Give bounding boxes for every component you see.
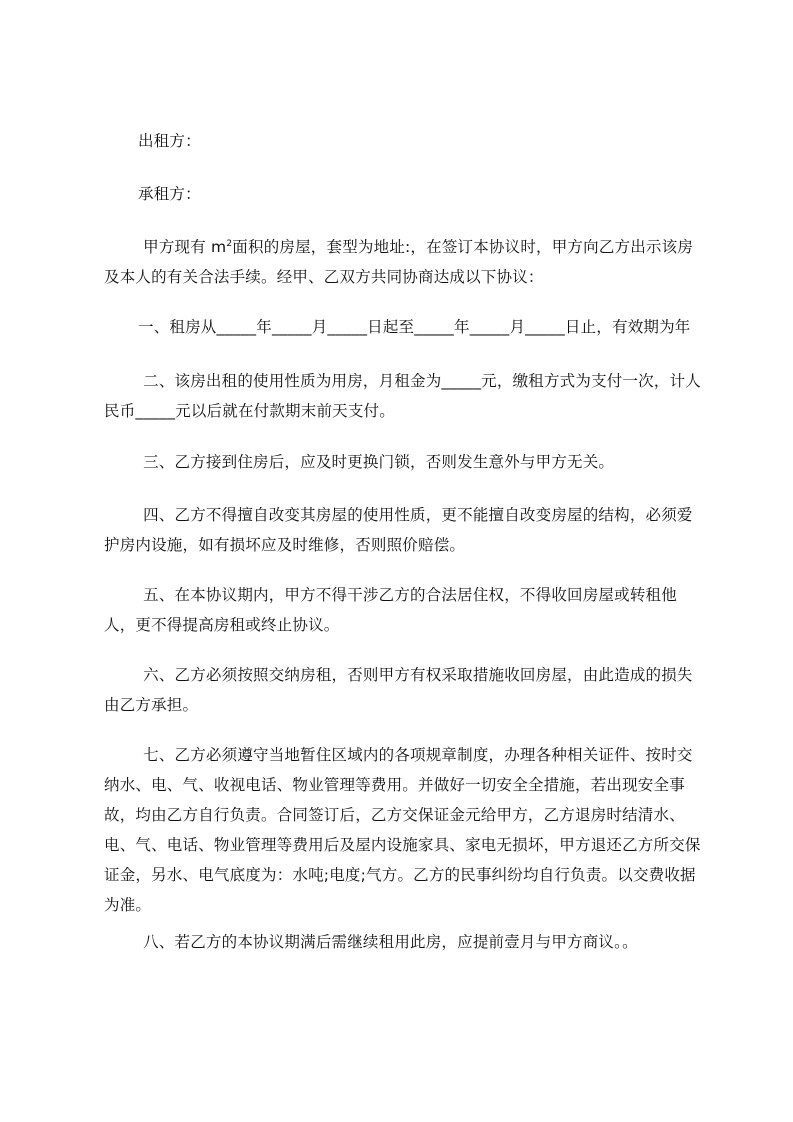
- clause-5: [104, 580, 704, 640]
- clause-2: [104, 366, 704, 426]
- clause-7-text: 七、乙方必须遵守当地暂住区域内的各项规章制度，办理各种相关证件、按时交纳水、电、气、收视电话、物业管理等费用。并做好一切安全全措施，若出现安全事故，均由乙方自行负责。合同签订后，乙方交保证金元给甲方，乙方退房时结清水、电、气、电话、物业管理等费用后及屋内设施家具、家电无损坏，甲方退还乙方所交保证金，另水、电气底度为：水吨;电度;气方。乙方的民事纠纷均自行负责。以交费收据为准。: [104, 746, 701, 914]
- intro-paragraph: [104, 232, 704, 292]
- lessee-line: [104, 179, 704, 209]
- clause-7: [104, 740, 704, 920]
- clause-1-text: 一、租房从_____年_____月_____日起至_____年_____月_____日止，有效期为年: [138, 318, 691, 336]
- clause-2-text: 二、该房出租的使用性质为用房，月租金为_____元，缴租方式为支付一次，计人民币_____元以后就在付款期末前天支付。: [104, 372, 701, 420]
- clause-8-text: 八、若乙方的本协议期满后需继续租用此房，应提前壹月与甲方商议。。: [138, 933, 638, 951]
- clause-3-text: 三、乙方接到住房后，应及时更换门锁，否则发生意外与甲方无关。: [138, 453, 615, 471]
- lessor-line: [104, 126, 704, 156]
- intro-text-b: 面积的房屋，套型为地址:，在签订本协议时，甲方向乙方出示该房及本人的有关合法手续。经甲、乙双方共同协商达成以下协议：: [104, 238, 694, 286]
- clause-4-text: 四、乙方不得擅自改变其房屋的使用性质，更不能擅自改变房屋的结构，必须爱护房内设施，如有损坏应及时维修，否则照价赔偿。: [104, 506, 693, 554]
- lessor-label: 出租方：: [138, 132, 201, 150]
- clause-5-text: 五、在本协议期内，甲方不得干涉乙方的合法居住权，不得收回房屋或转租他人，更不得提高房租或终止协议。: [104, 586, 677, 634]
- clause-1: [104, 312, 704, 342]
- clause-3: [104, 447, 704, 477]
- clause-4: [104, 500, 704, 560]
- intro-text-a: 甲方现有 m: [138, 238, 227, 256]
- lessee-label: 承租方：: [138, 185, 201, 203]
- intro-superscript: 2: [226, 238, 233, 249]
- clause-6-text: 六、乙方必须按照交纳房租，否则甲方有权采取措施收回房屋，由此造成的损失由乙方承担。: [104, 666, 693, 714]
- clause-6: [104, 660, 704, 720]
- clause-8: [104, 927, 704, 957]
